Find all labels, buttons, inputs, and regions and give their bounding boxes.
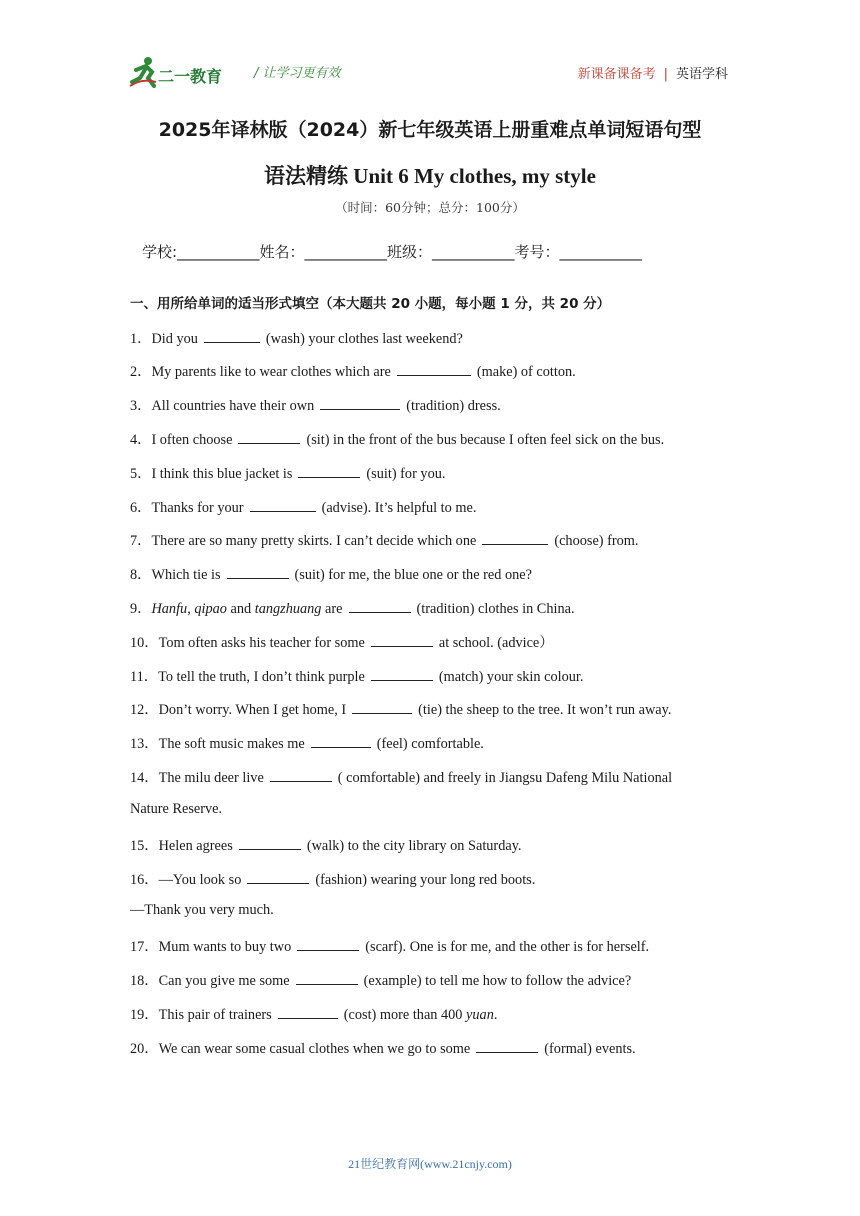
answer-blank[interactable] (320, 397, 400, 410)
question-hint: (suit) for you. (366, 466, 446, 482)
question-text: The milu deer live (158, 770, 264, 786)
question-number: 2． (130, 364, 152, 380)
question-text: —You look so (158, 872, 242, 888)
question-hint: (fashion) wearing your long red boots. (315, 872, 536, 888)
question-text: Can you give me some (158, 973, 290, 989)
page-title-line2: 语法精练 Unit 6 My clothes, my style (264, 164, 596, 188)
answer-blank[interactable] (311, 735, 371, 748)
slogan: / 让学习更有效 (254, 66, 341, 81)
question-hint: (tradition) clothes in China. (416, 601, 575, 617)
question-number: 8． (130, 567, 152, 583)
logo-text: 二一教育 (158, 67, 223, 86)
logo (128, 56, 240, 92)
question-number: 12． (130, 702, 159, 718)
answer-blank[interactable] (476, 1040, 538, 1053)
question-number: 5． (130, 466, 152, 482)
question-hint: (scarf). One is for me, and the other is for herself. (365, 939, 650, 955)
question-number: 20． (130, 1041, 159, 1057)
answer-blank[interactable] (297, 938, 359, 951)
question-hint: ( comfortable) and freely in Jiangsu Dafeng Milu National (337, 770, 673, 786)
answer-blank[interactable] (371, 634, 433, 647)
question-line (130, 970, 631, 990)
question-number: 19． (130, 1007, 159, 1023)
question-number: 18． (130, 973, 159, 989)
question-line (130, 564, 532, 584)
question-line (130, 530, 639, 550)
question-text: Hanfu, qipao and tangzhuang are (151, 601, 343, 617)
question-text: Nature Reserve. (130, 801, 223, 817)
question-line (130, 497, 476, 517)
question-text: Did you (151, 331, 198, 347)
question-hint: (cost) more than 400 yuan. (343, 1007, 498, 1023)
question-hint: (suit) for me, the blue one or the red one? (294, 567, 532, 583)
question-hint: (match) your skin colour. (438, 669, 584, 685)
question-text: All countries have their own (151, 398, 315, 414)
question-number: 9． (130, 601, 152, 617)
question-number: 7． (130, 533, 152, 549)
question-text: This pair of trainers (158, 1007, 272, 1023)
question-number: 15． (130, 838, 159, 854)
exam-time-info: （时间：60分钟；总分：100分） (335, 200, 525, 215)
question-line (130, 835, 521, 855)
answer-blank[interactable] (352, 701, 412, 714)
question-line (130, 936, 649, 956)
question-hint: (advise). It’s helpful to me. (321, 500, 477, 516)
answer-blank[interactable] (278, 1006, 338, 1019)
answer-blank[interactable] (238, 431, 300, 444)
question-line (130, 902, 274, 919)
question-hint: (formal) events. (544, 1041, 636, 1057)
question-hint: (example) to tell me how to follow the advice? (363, 973, 632, 989)
question-line (130, 1038, 636, 1058)
question-number: 4． (130, 432, 152, 448)
answer-blank[interactable] (296, 972, 358, 985)
question-text: There are so many pretty skirts. I can’t decide which one (151, 533, 477, 549)
section-title: 一、用所给单词的适当形式填空（本大题共 20 小题，每小题 1 分，共 20 分） (130, 296, 611, 312)
question-text: I think this blue jacket is (151, 466, 293, 482)
question-line (130, 361, 576, 381)
question-line (130, 869, 535, 889)
question-text: To tell the truth, I don’t think purple (158, 669, 365, 685)
answer-blank[interactable] (349, 600, 411, 613)
question-line (130, 632, 554, 652)
question-line (130, 666, 583, 686)
question-number: 11． (130, 669, 159, 685)
question-number: 6． (130, 500, 152, 516)
question-line (130, 463, 445, 483)
question-text: Mum wants to buy two (158, 939, 292, 955)
question-line (130, 429, 664, 449)
question-hint: at school. (advice） (438, 635, 554, 651)
question-text: Tom often asks his teacher for some (158, 635, 365, 651)
answer-blank[interactable] (397, 363, 471, 376)
question-hint: (make) of cotton. (476, 364, 576, 380)
question-number: 13． (130, 736, 159, 752)
header-tagline: 新课备课备考 (577, 67, 656, 82)
answer-blank[interactable] (247, 871, 309, 884)
page-title: 2025年译林版（2024）新七年级英语上册重难点单词短语句型 (158, 119, 702, 141)
question-text: Don’t worry. When I get home, I (158, 702, 347, 718)
question-text: Helen agrees (158, 838, 233, 854)
question-text: My parents like to wear clothes which are (151, 364, 391, 380)
page-footer: 21世纪教育网(www.21cnjy.com) (348, 1157, 512, 1171)
question-line (130, 767, 672, 787)
question-line (130, 328, 463, 348)
question-number: 16． (130, 872, 159, 888)
header-right (578, 63, 728, 82)
answer-blank[interactable] (270, 769, 332, 782)
answer-blank[interactable] (250, 499, 316, 512)
running-figure-icon (128, 56, 158, 90)
question-number: 1． (130, 331, 152, 347)
question-line (130, 801, 222, 818)
question-line (130, 733, 484, 753)
question-text: Thanks for your (151, 500, 244, 516)
answer-blank[interactable] (227, 566, 289, 579)
question-text: We can wear some casual clothes when we go to some (158, 1041, 471, 1057)
question-text: The soft music makes me (158, 736, 305, 752)
question-hint: (walk) to the city library on Saturday. (306, 838, 522, 854)
question-line (130, 598, 575, 618)
header-separator: | (663, 67, 668, 82)
answer-blank[interactable] (371, 668, 433, 681)
page-header (128, 56, 728, 96)
answer-blank[interactable] (482, 532, 548, 545)
answer-blank[interactable] (204, 330, 260, 343)
subject-label: 英语学科 (675, 67, 728, 82)
question-number: 14． (130, 770, 159, 786)
question-text: —Thank you very much. (130, 902, 274, 918)
answer-blank[interactable] (239, 837, 301, 850)
question-hint: (sit) in the front of the bus because I often feel sick on the bus. (306, 432, 665, 448)
question-hint: (tie) the sheep to the tree. It won’t run away. (418, 702, 672, 718)
question-number: 3． (130, 398, 152, 414)
question-line (130, 699, 671, 719)
question-hint: (wash) your clothes last weekend? (265, 331, 463, 347)
question-hint: (feel) comfortable. (376, 736, 484, 752)
question-line (130, 1004, 497, 1024)
question-hint: (choose) from. (554, 533, 639, 549)
question-number: 10． (130, 635, 159, 651)
student-info-line: 学校:___________姓名：___________班级：___________考号：___________ (142, 243, 643, 261)
question-line (130, 395, 501, 415)
question-number: 17． (130, 939, 159, 955)
question-text: Which tie is (151, 567, 221, 583)
question-hint: (tradition) dress. (406, 398, 501, 414)
question-text: I often choose (151, 432, 233, 448)
answer-blank[interactable] (298, 465, 360, 478)
